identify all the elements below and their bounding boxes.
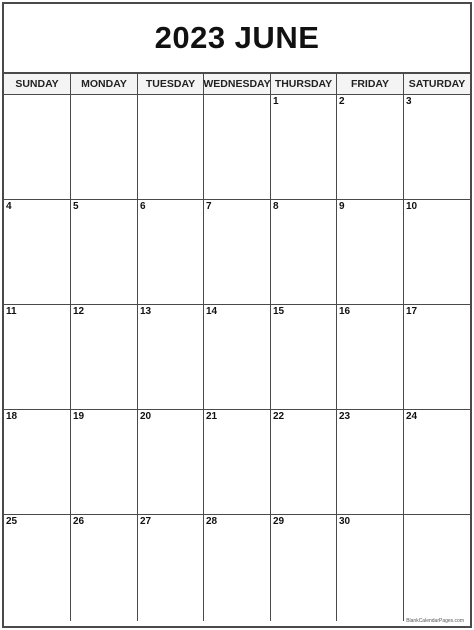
day-cell[interactable] bbox=[271, 305, 337, 409]
day-number: 12 bbox=[73, 306, 85, 317]
week-row bbox=[4, 515, 470, 621]
day-number: 28 bbox=[206, 516, 218, 527]
day-number: 15 bbox=[273, 306, 285, 317]
day-number: 29 bbox=[273, 516, 285, 527]
day-cell[interactable] bbox=[71, 200, 138, 304]
day-cell[interactable] bbox=[271, 95, 337, 199]
day-number: 9 bbox=[339, 201, 345, 212]
day-cell[interactable] bbox=[404, 95, 470, 199]
day-number: 20 bbox=[140, 411, 152, 422]
day-number: 24 bbox=[406, 411, 418, 422]
day-cell[interactable] bbox=[71, 515, 138, 621]
day-number: 7 bbox=[206, 201, 212, 212]
day-cell[interactable] bbox=[404, 305, 470, 409]
weekday-header: FRIDAY bbox=[337, 74, 404, 94]
day-cell[interactable] bbox=[204, 95, 271, 199]
day-cell[interactable] bbox=[204, 200, 271, 304]
week-row bbox=[4, 410, 470, 515]
day-cell[interactable] bbox=[337, 305, 404, 409]
day-number: 4 bbox=[6, 201, 12, 212]
day-cell[interactable] bbox=[271, 200, 337, 304]
day-cell[interactable] bbox=[337, 95, 404, 199]
day-cell[interactable] bbox=[4, 200, 71, 304]
day-number: 11 bbox=[6, 306, 17, 317]
day-number: 25 bbox=[6, 516, 18, 527]
day-cell[interactable] bbox=[271, 410, 337, 514]
day-cell[interactable] bbox=[404, 515, 470, 621]
day-number: 1 bbox=[273, 96, 279, 107]
calendar-frame bbox=[2, 2, 472, 628]
day-cell[interactable] bbox=[138, 95, 204, 199]
day-cell[interactable] bbox=[71, 95, 138, 199]
day-cell[interactable] bbox=[138, 515, 204, 621]
weekday-header: WEDNESDAY bbox=[204, 74, 271, 94]
footer-credit: BlankCalendarPages.com bbox=[406, 618, 464, 624]
day-number: 23 bbox=[339, 411, 351, 422]
day-cell[interactable] bbox=[138, 200, 204, 304]
day-cell[interactable] bbox=[204, 515, 271, 621]
day-cell[interactable] bbox=[71, 305, 138, 409]
day-cell[interactable] bbox=[337, 515, 404, 621]
day-cell[interactable] bbox=[271, 515, 337, 621]
day-number: 2 bbox=[339, 96, 345, 107]
day-number: 14 bbox=[206, 306, 218, 317]
day-cell[interactable] bbox=[138, 305, 204, 409]
day-cell[interactable] bbox=[337, 410, 404, 514]
week-row bbox=[4, 95, 470, 200]
day-number: 5 bbox=[73, 201, 79, 212]
day-cell[interactable] bbox=[4, 305, 71, 409]
calendar-title: 2023 JUNE bbox=[154, 20, 320, 55]
day-cell[interactable] bbox=[4, 410, 71, 514]
weekday-header: TUESDAY bbox=[138, 74, 204, 94]
day-cell[interactable] bbox=[204, 410, 271, 514]
day-number: 19 bbox=[73, 411, 85, 422]
day-cell[interactable] bbox=[4, 515, 71, 621]
day-number: 13 bbox=[140, 306, 152, 317]
day-number: 16 bbox=[339, 306, 351, 317]
day-number: 27 bbox=[140, 516, 152, 527]
day-cell[interactable] bbox=[204, 305, 271, 409]
day-number: 30 bbox=[339, 516, 351, 527]
week-row bbox=[4, 305, 470, 410]
day-number: 10 bbox=[406, 201, 418, 212]
day-number: 26 bbox=[73, 516, 85, 527]
day-number: 8 bbox=[273, 201, 279, 212]
weekday-header: SATURDAY bbox=[404, 74, 470, 94]
weekday-header: SUNDAY bbox=[4, 74, 71, 94]
calendar-grid bbox=[4, 74, 470, 621]
weekday-header-row bbox=[4, 74, 470, 95]
day-number: 3 bbox=[406, 96, 412, 107]
weekday-header: THURSDAY bbox=[271, 74, 337, 94]
day-number: 22 bbox=[273, 411, 285, 422]
day-cell[interactable] bbox=[71, 410, 138, 514]
day-number: 17 bbox=[406, 306, 418, 317]
day-cell[interactable] bbox=[337, 200, 404, 304]
day-cell[interactable] bbox=[404, 200, 470, 304]
day-number: 6 bbox=[140, 201, 146, 212]
week-row bbox=[4, 200, 470, 305]
weekday-header: MONDAY bbox=[71, 74, 138, 94]
day-cell[interactable] bbox=[4, 95, 71, 199]
day-cell[interactable] bbox=[138, 410, 204, 514]
day-cell[interactable] bbox=[404, 410, 470, 514]
day-number: 21 bbox=[206, 411, 218, 422]
day-number: 18 bbox=[6, 411, 18, 422]
